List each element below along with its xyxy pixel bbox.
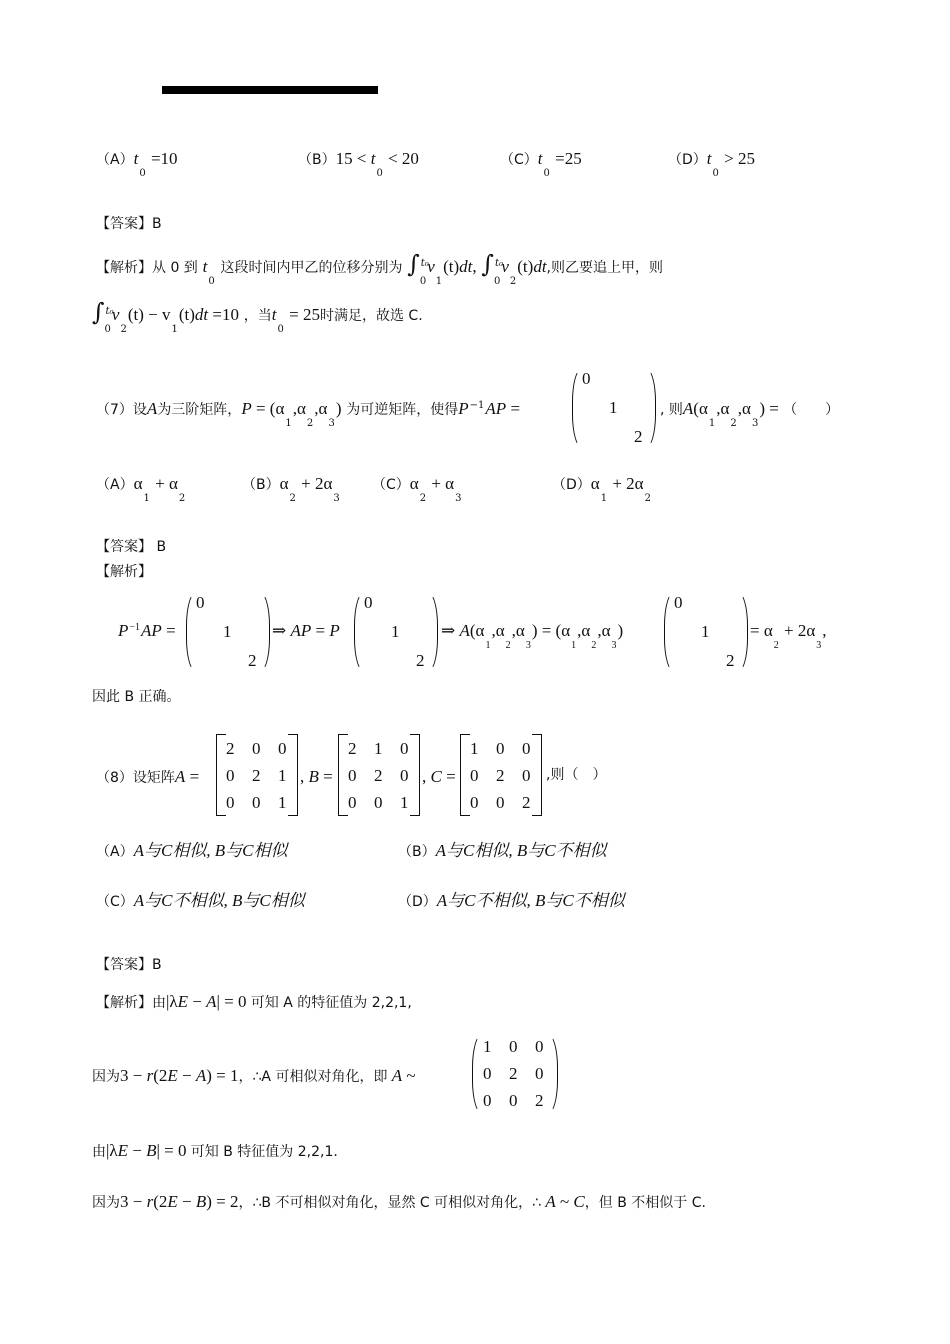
q8-b-label: , B = bbox=[300, 767, 333, 786]
q6-option-d: $(D)t_0 > 25$ bbox=[668, 149, 755, 179]
q8-diag-matrix: 1 0 0 0 2 0 0 0 2 bbox=[472, 1034, 558, 1114]
q7-option-c: $(C)\alpha_2 + \alpha_3$ bbox=[372, 474, 462, 504]
q7-eq-part-2: ⇒ AP = P bbox=[272, 621, 340, 640]
q8-option-d: （D）A与C不相似, B与C不相似 bbox=[398, 891, 625, 910]
q8-option-b: （B）A与C相似, B与C不相似 bbox=[398, 841, 607, 860]
q8-stem: （8）设矩阵A = bbox=[96, 767, 200, 786]
q8-analysis-line-2: 因为3 − r(2E − A) = 1，∴A 可相似对角化，即 A ~ bbox=[92, 1066, 416, 1085]
q6-analysis-line-2: $\int^{t_0}_0v_2(t) - v_1(t)dt =10$ ，当$t_0 = 25$时满足，故选 C. bbox=[92, 298, 423, 335]
q8-c-label: , C = bbox=[422, 767, 456, 786]
q8-stem-tail: ,则（ ） bbox=[546, 767, 607, 783]
q6-answer: 【答案】B bbox=[96, 216, 162, 232]
q7-option-a: $(A)\alpha_1 + \alpha_2$ bbox=[96, 474, 186, 504]
q7-analysis-label: 【解析】 bbox=[96, 564, 152, 580]
q7-eq-part-3: ⇒ $A(\alpha_1,\alpha_2,\alpha_3) = (\alpha_1,\alpha_2,\alpha_3)$ bbox=[441, 621, 624, 651]
q7-eq-part-1: $P^{-1}AP$ = bbox=[118, 621, 176, 640]
header-rule bbox=[162, 86, 378, 94]
q8-matrix-a: 2 0 0 0 2 1 0 0 1 bbox=[216, 734, 298, 816]
q7-eq-matrix-1: 0 1 2 bbox=[186, 592, 270, 672]
q7-answer: 【答案】 B bbox=[96, 539, 167, 555]
q7-conclusion: 因此 B 正确。 bbox=[92, 689, 181, 705]
q7-eq-matrix-2: 0 1 2 bbox=[354, 592, 438, 672]
q7-option-b: $(B)\alpha_2 + 2\alpha_3$ bbox=[242, 474, 340, 504]
q8-matrix-c: 1 0 0 0 2 0 0 0 2 bbox=[460, 734, 542, 816]
q6-analysis-line-1: 【解析】从 0 到 $t_0$ 这段时间内甲乙的位移分别为 $\int^{t_0}_0v_1(t)dt$, $\int^{t_0}_0v_2(t)dt$,则乙要追上甲，则 bbox=[96, 250, 663, 287]
q7-eq-part-4: = $\alpha_2 + 2\alpha_3$, bbox=[750, 621, 827, 651]
q8-analysis-line-4: 因为3 − r(2E − B) = 2，∴B 不可相似对角化，显然 C 可相似对角化，∴ A ~ C，但 B 不相似于 C. bbox=[92, 1192, 706, 1211]
q8-answer: 【答案】B bbox=[96, 957, 162, 973]
q7-option-d: $(D)\alpha_1 + 2\alpha_2$ bbox=[552, 474, 651, 504]
q7-eq-matrix-3: 0 1 2 bbox=[664, 592, 748, 672]
q8-matrix-b: 2 1 0 0 2 0 0 0 1 bbox=[338, 734, 420, 816]
q7-stem-tail: , 则$A(\alpha_1,\alpha_2,\alpha_3)$ = （ ） bbox=[660, 399, 840, 429]
q7-stem: （7）设A为三阶矩阵，$P = (\alpha_1,\alpha_2,\alpha_3)$ 为可逆矩阵，使得$P^{-1}AP$ = bbox=[96, 399, 521, 429]
q8-analysis-line-1: 【解析】由|λE − A| = 0 可知 A 的特征值为 2,2,1, bbox=[96, 992, 412, 1011]
q8-option-a: （A）A与C相似, B与C相似 bbox=[96, 841, 288, 860]
q8-analysis-line-3: 由|λE − B| = 0 可知 B 特征值为 2,2,1. bbox=[92, 1141, 338, 1160]
q6-option-b: $(B)15 < t_0 < 20$ bbox=[298, 149, 419, 179]
q8-option-c: （C）A与C不相似, B与C相似 bbox=[96, 891, 305, 910]
q7-diag-matrix: 0 1 2 bbox=[572, 368, 656, 448]
q6-option-c: $(C)t_0 =25$ bbox=[500, 149, 582, 179]
q6-option-a: $(A)t_0 =10$ bbox=[96, 149, 178, 179]
